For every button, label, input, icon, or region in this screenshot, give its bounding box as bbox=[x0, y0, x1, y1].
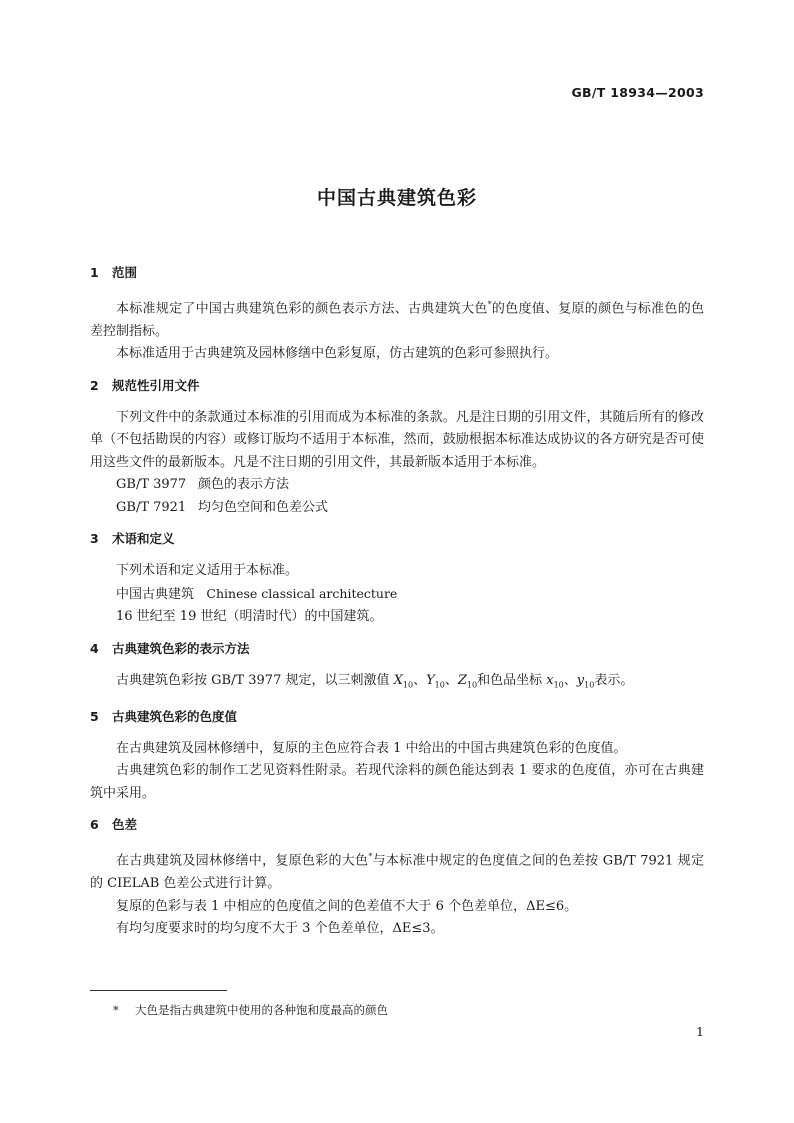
section-title: 古典建筑色彩的表示方法 bbox=[112, 640, 250, 656]
footnote-divider bbox=[90, 990, 227, 991]
term-chinese: 中国古典建筑 bbox=[116, 586, 195, 602]
text-run: 和色品坐标 bbox=[477, 672, 547, 688]
standard-code: GB/T 18934—2003 bbox=[571, 85, 704, 100]
section-chromaticity bbox=[90, 706, 704, 806]
section-number: 2 bbox=[90, 377, 99, 393]
text-run: 表示。 bbox=[594, 672, 634, 688]
page-number: 1 bbox=[696, 1024, 704, 1039]
paragraph: 古典建筑色彩的制作工艺见资料性附录。若现代涂料的颜色能达到表 1 要求的色度值，亦可在古典建筑中采用。 bbox=[90, 763, 704, 801]
footnote-mark: * bbox=[113, 1003, 119, 1017]
text-run: 古典建筑色彩按 GB/T 3977 规定，以三刺激值 bbox=[116, 672, 394, 688]
reference-code: GB/T 7921 bbox=[116, 499, 187, 515]
term-entry bbox=[90, 583, 704, 607]
paragraph: 在古典建筑及园林修缮中，复原的主色应符合表 1 中给出的中国古典建筑色彩的色度值。 bbox=[116, 740, 627, 756]
section-heading bbox=[90, 262, 704, 284]
reference-title: 颜色的表示方法 bbox=[198, 477, 290, 493]
reference-item bbox=[90, 497, 704, 520]
separator: 、 bbox=[563, 672, 577, 688]
section-representation bbox=[90, 638, 704, 697]
section-title: 古典建筑色彩的色度值 bbox=[112, 708, 238, 724]
document-title: 中国古典建筑色彩 bbox=[316, 187, 477, 209]
section-number: 4 bbox=[90, 640, 99, 656]
subscript: 10 bbox=[466, 680, 478, 690]
text-run: 与本标准中规定的色度值之间的色差按 GB/T 7921 规定的 CIELAB 色差公式进行计算。 bbox=[90, 853, 704, 892]
section-heading bbox=[90, 528, 704, 550]
document-body bbox=[90, 262, 704, 941]
paragraph bbox=[90, 670, 704, 697]
subscript: 10 bbox=[584, 680, 595, 690]
section-number: 6 bbox=[90, 817, 99, 833]
section-heading bbox=[90, 375, 704, 397]
paragraph bbox=[90, 846, 704, 895]
section-number: 1 bbox=[90, 265, 99, 280]
subscript: 10 bbox=[434, 680, 445, 690]
section-heading bbox=[90, 814, 704, 836]
section-color-difference bbox=[90, 814, 704, 940]
term-english: Chinese classical architecture bbox=[206, 585, 398, 601]
paragraph: 复原的色彩与表 1 中相应的色度值之间的色差值不大于 6 个色差单位，ΔE≤6。 bbox=[116, 898, 578, 914]
footnote-ref: * bbox=[368, 852, 373, 862]
subscript: 10 bbox=[553, 680, 564, 690]
separator: 、 bbox=[413, 672, 427, 688]
separator: 、 bbox=[444, 672, 458, 688]
reference-code: GB/T 3977 bbox=[116, 477, 187, 493]
section-title: 色差 bbox=[112, 817, 138, 833]
text-run: 的色度值、复原的颜色与标准色的色差控制指标。 bbox=[90, 301, 704, 339]
section-scope bbox=[90, 262, 704, 366]
reference-title: 均匀色空间和色差公式 bbox=[198, 499, 329, 515]
section-normative-references bbox=[90, 375, 704, 520]
section-number: 3 bbox=[90, 531, 99, 547]
footnote bbox=[113, 1001, 388, 1019]
section-title: 范围 bbox=[112, 265, 138, 280]
paragraph: 下列文件中的条款通过本标准的引用而成为本标准的条款。凡是注日期的引用文件，其随后所有的修改单（不包括勘误的内容）或修订版均不适用于本标准，然而，鼓励根据本标准达成协议的各方研究是否可使用这些文件的最新版本。凡是不注日期的引用文件，其最新版本适用于本标准。 bbox=[90, 409, 704, 470]
footnote-text: 大色是指古典建筑中使用的各种饱和度最高的颜色 bbox=[135, 1003, 388, 1017]
text-run: 在古典建筑及园林修缮中，复原色彩的大色 bbox=[116, 853, 369, 869]
footnote-ref: * bbox=[487, 300, 492, 309]
symbol-x: x bbox=[546, 672, 554, 688]
section-title: 术语和定义 bbox=[112, 531, 175, 547]
symbol-Z: Z bbox=[457, 672, 467, 688]
section-heading bbox=[90, 706, 704, 728]
reference-item bbox=[90, 474, 704, 497]
text-run: 本标准规定了中国古典建筑色彩的颜色表示方法、古典建筑大色 bbox=[116, 301, 488, 317]
paragraph: 下列术语和定义适用于本标准。 bbox=[116, 563, 299, 579]
term-definition: 16 世纪至 19 世纪（明清时代）的中国建筑。 bbox=[116, 609, 383, 625]
symbol-y: y bbox=[576, 672, 585, 688]
section-title: 规范性引用文件 bbox=[112, 377, 200, 393]
subscript: 10 bbox=[402, 680, 414, 690]
paragraph: 本标准适用于古典建筑及园林修缮中色彩复原，仿古建筑的色彩可参照执行。 bbox=[116, 346, 559, 362]
symbol-X: X bbox=[393, 672, 403, 688]
section-number: 5 bbox=[90, 708, 99, 724]
paragraph bbox=[90, 294, 704, 343]
section-heading bbox=[90, 638, 704, 660]
section-terms bbox=[90, 528, 704, 629]
symbol-Y: Y bbox=[426, 672, 435, 688]
paragraph: 有均匀度要求时的均匀度不大于 3 个色差单位，ΔE≤3。 bbox=[116, 921, 444, 937]
